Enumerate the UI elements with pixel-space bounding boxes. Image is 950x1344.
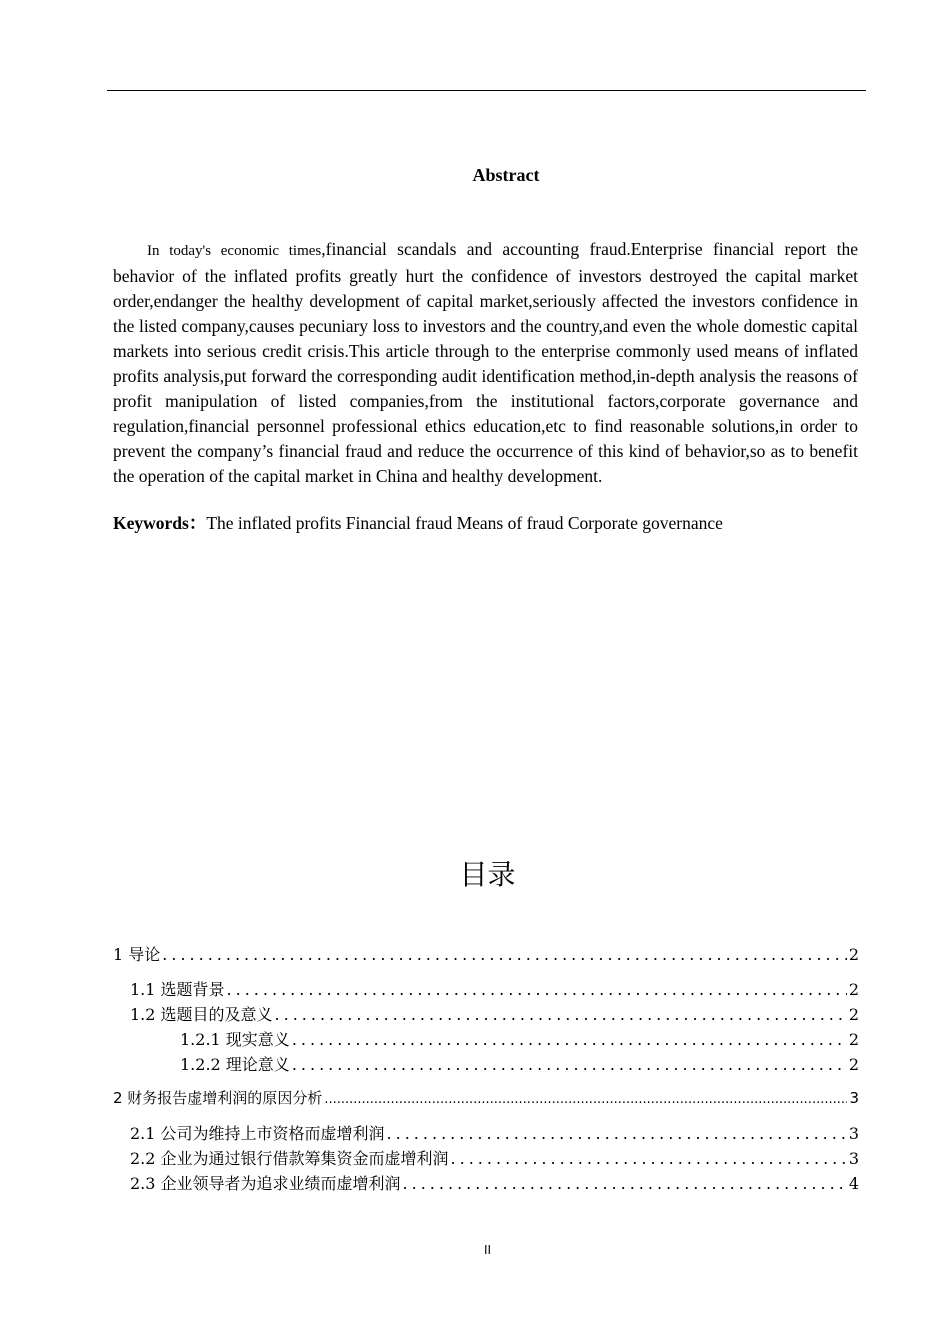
toc-entry-label: 1.1 选题背景 (130, 980, 225, 999)
abstract-body (113, 237, 858, 489)
toc-entry-label: 1.2.1 现实意义 (180, 1030, 290, 1049)
toc-entry-page: 2 (848, 945, 859, 964)
toc-entry[interactable] (113, 1087, 859, 1108)
toc-entry[interactable] (130, 1171, 859, 1194)
keywords-line (113, 511, 723, 535)
toc-entry-page: 3 (849, 1089, 859, 1107)
toc-entry[interactable] (180, 1052, 859, 1075)
keywords-label: Keywords： (113, 513, 207, 533)
toc-entry-page: 4 (848, 1174, 859, 1193)
abstract-text: ,financial scandals and accounting fraud.Enterprise financial report the behavior of the inflated profits greatly hurt the confidence of investors destroyed the capital market order,endanger the healthy development of capital market,seriously affected the investors confidence in the listed company,causes pecuniary loss to investors and the country,and even the whole domestic capital markets into serious credit crisis.This article through to the enterprise commonly used means of inflated profits analysis,put forward the corresponding audit identification method,in-depth analysis the reasons of profit manipulation of listed companies,from the institutional factors,corporate governance and regulation,financial personnel professional ethics education,etc to find reasonable solutions,in order to prevent the company’s financial fraud and reduce the occurrence of this kind of behavior,so as to benefit the operation of the capital market in China and healthy development. (113, 239, 858, 486)
page-number: II (483, 1243, 492, 1257)
toc-entry-page: 3 (848, 1124, 859, 1143)
toc-entry-label: 2.1 公司为维持上市资格而虚增利润 (130, 1124, 385, 1143)
toc-leader (227, 980, 847, 999)
toc-entry[interactable] (130, 1146, 859, 1169)
toc-entry-label: 2 财务报告虚增利润的原因分析 (113, 1089, 323, 1107)
toc-leader (324, 1092, 847, 1107)
toc-leader (292, 1030, 847, 1049)
toc-entry[interactable] (130, 977, 859, 1000)
toc-entry-page: 2 (848, 1005, 859, 1024)
toc-leader (403, 1174, 847, 1193)
toc-leader (292, 1055, 847, 1074)
toc-entry-page: 2 (848, 1055, 859, 1074)
toc-entry-label: 1 导论 (113, 945, 161, 964)
toc-entry[interactable] (130, 1002, 859, 1025)
header-rule (107, 90, 866, 91)
toc-entry-label: 1.2.2 理论意义 (180, 1055, 290, 1074)
toc-entry[interactable] (130, 1121, 859, 1144)
toc-entry-page: 2 (848, 1030, 859, 1049)
toc-entry-page: 2 (848, 980, 859, 999)
toc-entry[interactable] (180, 1027, 859, 1050)
toc-entry-page: 3 (848, 1149, 859, 1168)
toc-leader (275, 1005, 847, 1024)
toc-leader (387, 1124, 847, 1143)
toc-title: 目录 (459, 858, 516, 891)
abstract-lead: In today's economic times (147, 243, 322, 259)
abstract-title: Abstract (472, 165, 540, 185)
toc-entry-label: 2.3 企业领导者为追求业绩而虚增利润 (130, 1174, 401, 1193)
toc-leader (451, 1149, 847, 1168)
toc-leader (162, 945, 847, 964)
toc-entry-label: 2.2 企业为通过银行借款筹集资金而虚增利润 (130, 1149, 449, 1168)
keywords-text: The inflated profits Financial fraud Means of fraud Corporate governance (206, 513, 723, 533)
toc-entry[interactable] (113, 942, 859, 965)
toc-entry-label: 1.2 选题目的及意义 (130, 1005, 273, 1024)
